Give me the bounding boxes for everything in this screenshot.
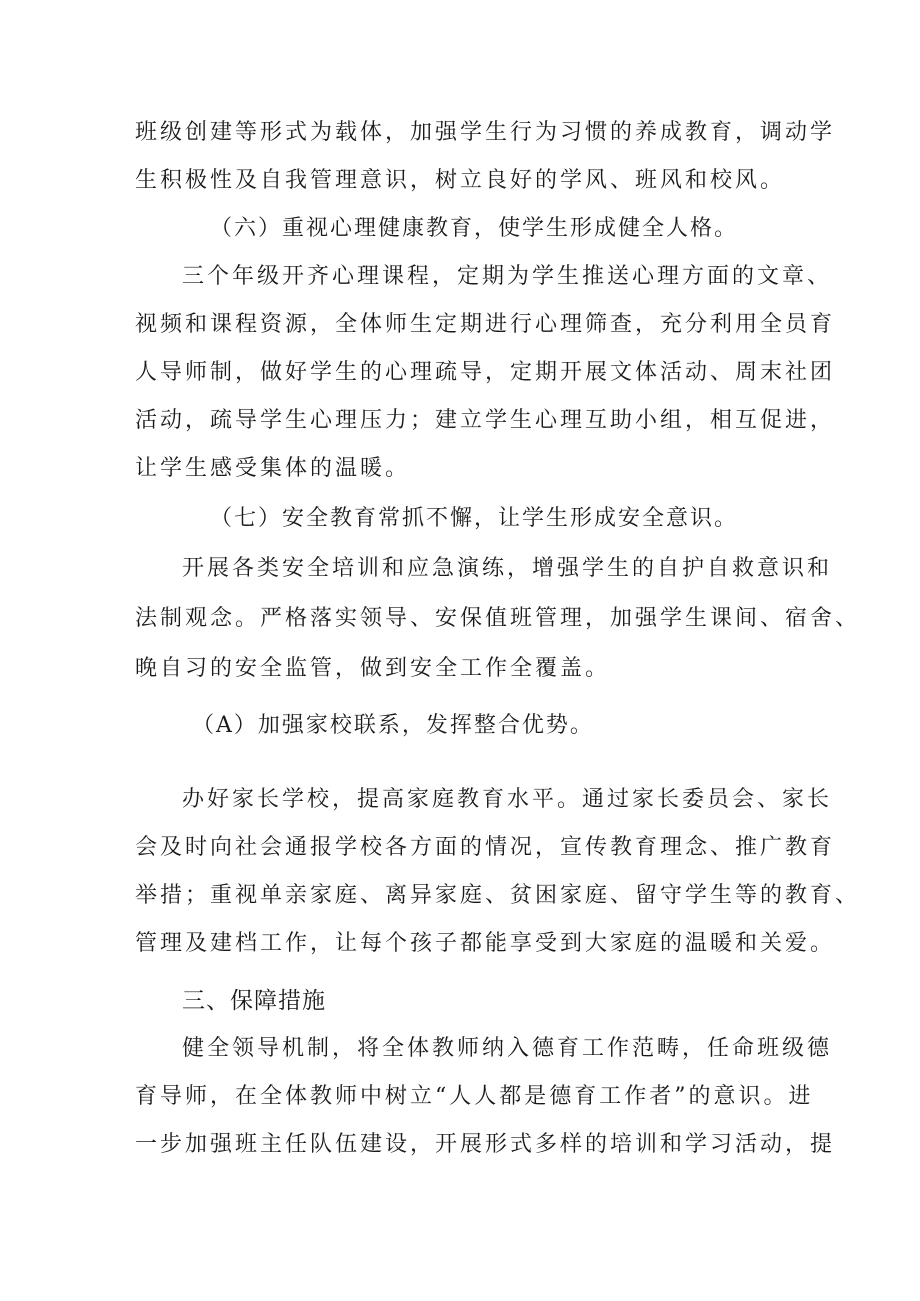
section-heading-3: 三、保障措施 <box>182 988 326 1014</box>
body-text-line: 人导师制，做好学生的心理疏导，定期开展文体活动、周末社团 <box>135 360 836 385</box>
sub-heading-6: （六）重视心理健康教育，使学生形成健全人格。 <box>210 216 739 241</box>
body-text-line: 生积极性及自我管理意识，树立良好的学风、班风和校风。 <box>135 168 786 193</box>
sub-heading-8: （A）加强家校联系，发挥整合优势。 <box>192 713 594 738</box>
body-text-line: 开展各类安全培训和应急演练，增强学生的自护自救意识和 <box>182 556 833 581</box>
body-text-line: 举措；重视单亲家庭、离异家庭、贫困家庭、留守学生等的教育、 <box>135 883 861 908</box>
body-text-line: 晚自习的安全监管，做到安全工作全覆盖。 <box>135 656 611 681</box>
body-text-line: 让学生感受集体的温暖。 <box>135 456 411 481</box>
body-text-line: 一步加强班主任队伍建设，开展形式多样的培训和学习活动，提 <box>135 1132 836 1157</box>
body-text-line: 会及时向社会通报学校各方面的情况，宣传教育理念、推广教育 <box>135 835 836 860</box>
body-text-line: 办好家长学校，提高家庭教育水平。通过家长委员会、家长 <box>182 787 833 812</box>
body-text-line: 活动，疏导学生心理压力；建立学生心理互助小组，相互促进， <box>135 408 836 433</box>
body-text-line: 三个年级开齐心理课程，定期为学生推送心理方面的文章、 <box>182 264 833 289</box>
body-text-line: 视频和课程资源，全体师生定期进行心理筛查，充分利用全员育 <box>135 312 836 337</box>
body-text-line: 管理及建档工作，让每个孩子都能享受到大家庭的温暖和关爱。 <box>135 931 836 956</box>
body-text-line: 法制观念。严格落实领导、安保值班管理，加强学生课间、宿舍、 <box>135 606 861 631</box>
body-text-line: 班级创建等形式为载体，加强学生行为习惯的养成教育，调动学 <box>135 120 836 145</box>
body-text-line: 育导师，在全体教师中树立“人人都是德育工作者”的意识。进 <box>135 1084 814 1109</box>
sub-heading-7: （七）安全教育常抓不懈，让学生形成安全意识。 <box>210 506 739 531</box>
body-text-line: 健全领导机制，将全体教师纳入德育工作范畴，任命班级德 <box>182 1036 833 1061</box>
